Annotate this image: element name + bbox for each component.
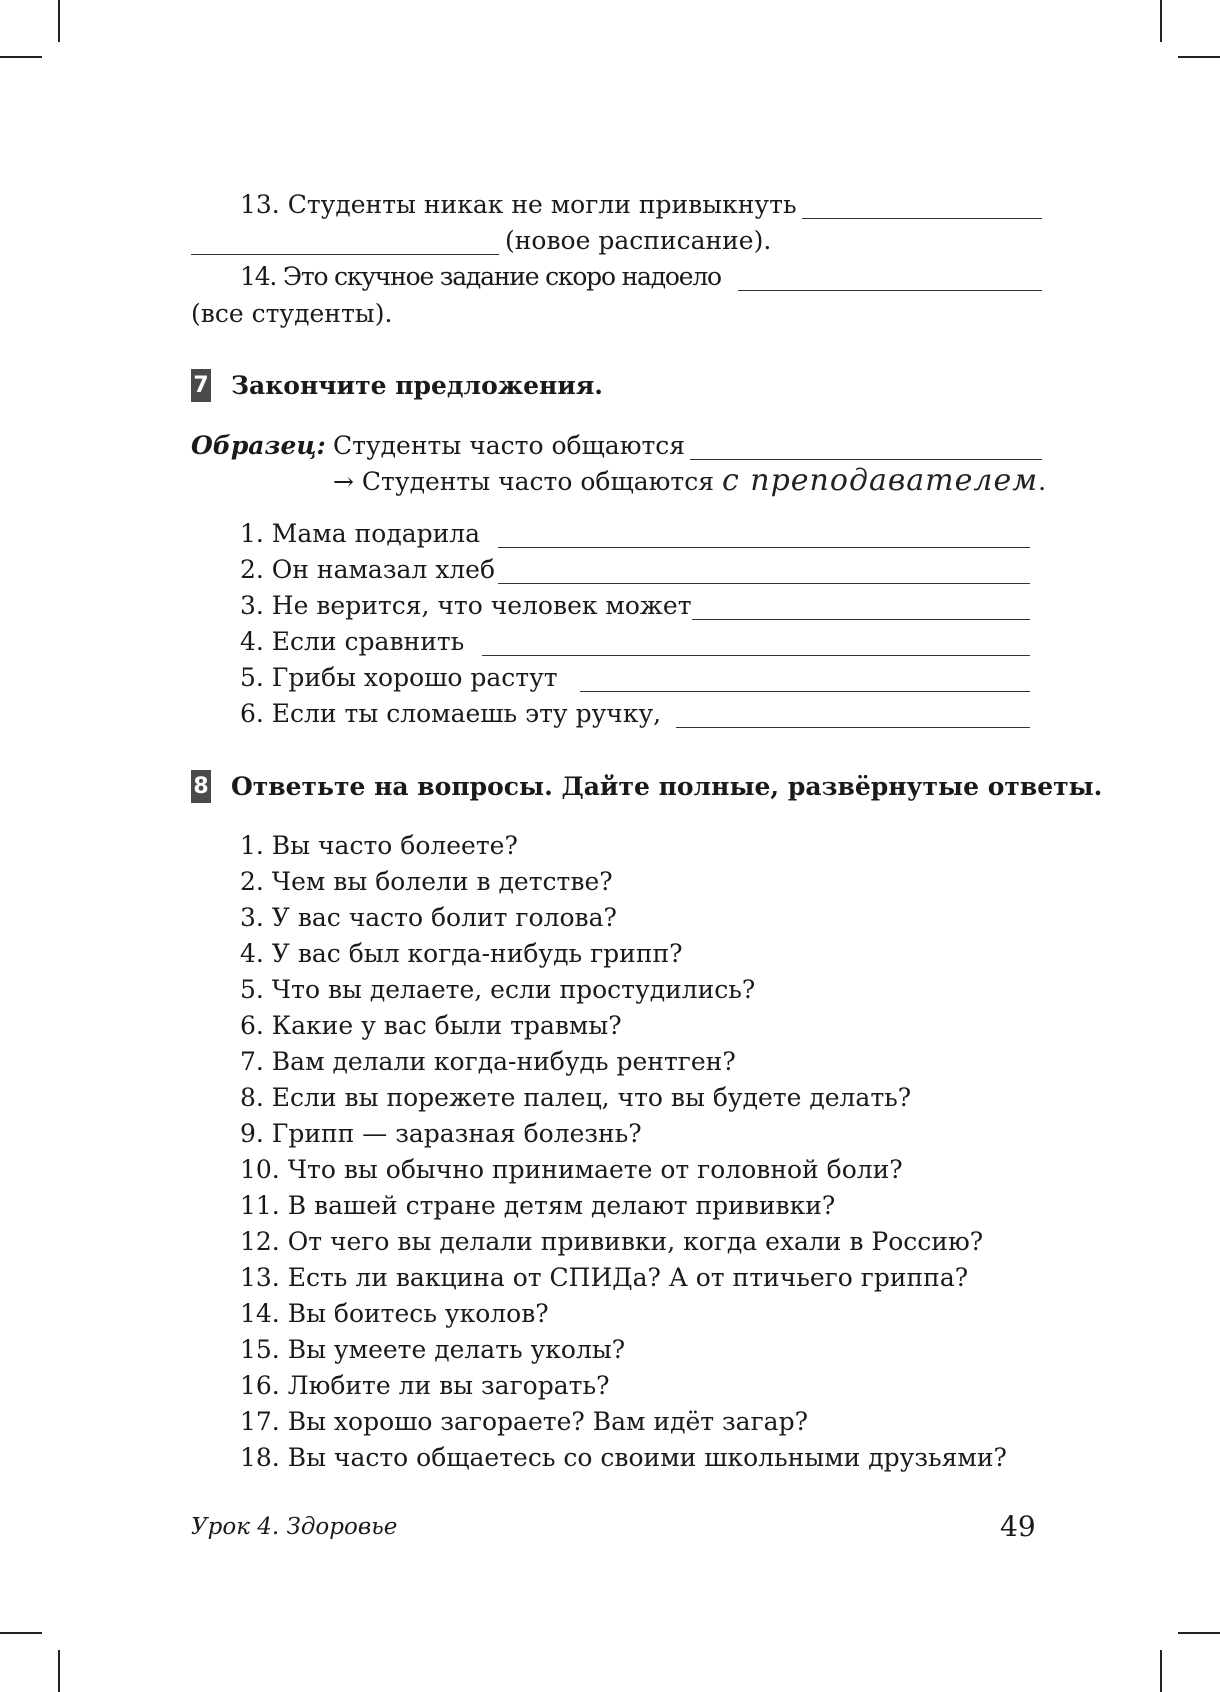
answer-blank[interactable]	[676, 727, 1030, 728]
crop-mark	[1160, 0, 1162, 42]
list-item: 5. Что вы делаете, если простудились?	[240, 975, 756, 1004]
task-number-badge: 7	[191, 369, 211, 402]
crop-mark	[58, 0, 60, 42]
list-item: 6. Какие у вас были травмы?	[240, 1011, 622, 1040]
answer-blank[interactable]	[580, 691, 1030, 692]
sample-answer-prefix: → Студенты часто общаются	[333, 467, 714, 496]
answer-blank	[690, 459, 1042, 460]
list-item: 10. Что вы обычно принимаете от головной боли?	[240, 1155, 903, 1184]
answer-blank[interactable]	[802, 218, 1042, 219]
list-item: 8. Если вы порежете палец, что вы будете делать?	[240, 1083, 912, 1112]
running-footer: Урок 4. Здоровье	[191, 1514, 398, 1540]
answer-blank[interactable]	[191, 254, 499, 255]
page-number: 49	[1000, 1510, 1036, 1543]
answer-blank[interactable]	[738, 290, 1042, 291]
sample-label: Образец:	[191, 431, 326, 460]
list-item: 17. Вы хорошо загораете? Вам идёт загар?	[240, 1407, 808, 1436]
list-item: 12. От чего вы делали прививки, когда ехали в Россию?	[240, 1227, 984, 1256]
list-item: 5. Грибы хорошо растут	[240, 663, 558, 692]
list-item: 9. Грипп — заразная болезнь?	[240, 1119, 642, 1148]
answer-blank[interactable]	[498, 583, 1030, 584]
exercise-item-13: 13. Студенты никак не могли привыкнуть	[240, 190, 797, 219]
exercise-item-14-hint: (все студенты).	[191, 299, 393, 328]
list-item: 13. Есть ли вакцина от СПИДа? А от птичьего гриппа?	[240, 1263, 969, 1292]
crop-mark	[1178, 1632, 1220, 1634]
task-title: Ответьте на вопросы. Дайте полные, развёрнутые ответы.	[231, 771, 1103, 801]
task-8-header	[191, 768, 1102, 804]
crop-mark	[58, 1650, 60, 1692]
exercise-item-13-hint: (новое расписание).	[505, 226, 772, 255]
sample-answer-end: .	[1038, 467, 1047, 496]
list-item: 6. Если ты сломаешь эту ручку,	[240, 699, 662, 728]
sample-answer	[333, 463, 1046, 500]
questions-list	[240, 828, 1007, 1476]
list-item: 3. Не верится, что человек может	[240, 591, 692, 620]
list-item: 4. Если сравнить	[240, 627, 465, 656]
list-item: 11. В вашей стране детям делают прививки?	[240, 1191, 836, 1220]
list-item: 1. Мама подарила	[240, 519, 481, 548]
list-item: 3. У вас часто болит голова?	[240, 903, 617, 932]
list-item: 4. У вас был когда-нибудь грипп?	[240, 939, 683, 968]
list-item: 2. Чем вы болели в детстве?	[240, 867, 613, 896]
exercise-item-14: 14. Это скучное задание скоро надоело	[240, 262, 721, 291]
crop-mark	[0, 1632, 42, 1634]
crop-mark	[0, 56, 42, 58]
list-item: 7. Вам делали когда-нибудь рентген?	[240, 1047, 736, 1076]
answer-blank[interactable]	[482, 655, 1030, 656]
answer-blank[interactable]	[498, 547, 1030, 548]
crop-mark	[1178, 56, 1220, 58]
list-item: 1. Вы часто болеете?	[240, 831, 518, 860]
list-item: 2. Он намазал хлеб	[240, 555, 496, 584]
task-title: Закончите предложения.	[231, 370, 604, 400]
list-item: 18. Вы часто общаетесь со своими школьными друзьями?	[240, 1443, 1007, 1472]
answer-blank[interactable]	[692, 619, 1030, 620]
list-item: 16. Любите ли вы загорать?	[240, 1371, 610, 1400]
task-number-badge: 8	[191, 770, 211, 803]
crop-mark	[1160, 1650, 1162, 1692]
task-7-header	[191, 367, 603, 403]
list-item: 14. Вы боитесь уколов?	[240, 1299, 549, 1328]
handwritten-answer: с преподавателем	[721, 463, 1039, 498]
list-item: 15. Вы умеете делать уколы?	[240, 1335, 626, 1364]
sample-prompt: Студенты часто общаются	[333, 431, 686, 460]
